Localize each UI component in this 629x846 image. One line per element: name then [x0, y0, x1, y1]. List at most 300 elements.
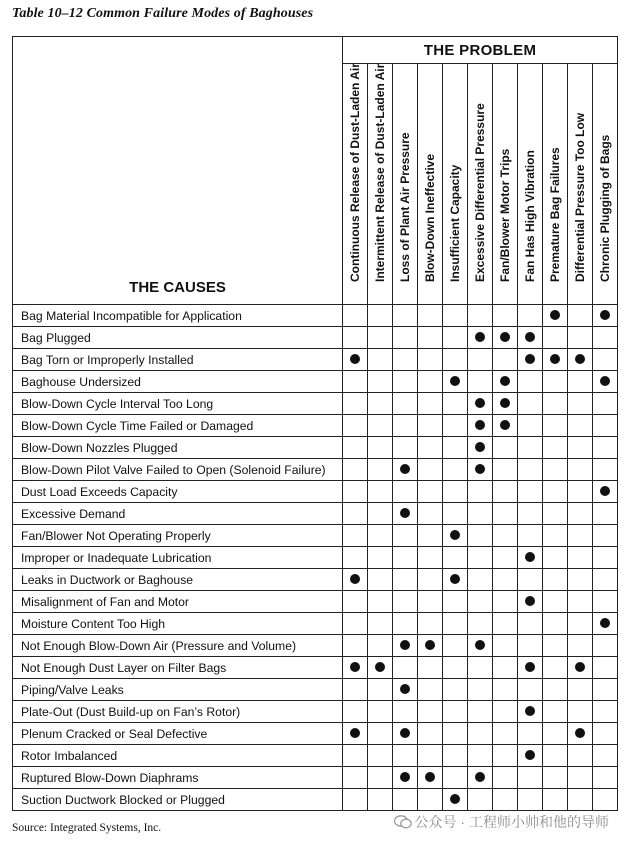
mark-cell: [368, 305, 393, 327]
mark-cell: [543, 525, 568, 547]
filled-dot-marker: [400, 640, 410, 650]
mark-cell: [468, 459, 493, 481]
mark-cell: [368, 393, 393, 415]
mark-cell: [543, 679, 568, 701]
mark-cell: [418, 393, 443, 415]
mark-cell: [343, 437, 368, 459]
filled-dot-marker: [425, 640, 435, 650]
mark-cell: [593, 547, 618, 569]
problem-column-header: [518, 64, 543, 305]
mark-cell: [518, 569, 543, 591]
mark-cell: [393, 657, 418, 679]
mark-cell: [418, 327, 443, 349]
mark-cell: [568, 591, 593, 613]
mark-cell: [468, 591, 493, 613]
mark-cell: [418, 349, 443, 371]
mark-cell: [443, 393, 468, 415]
mark-cell: [493, 745, 518, 767]
mark-cell: [343, 723, 368, 745]
mark-cell: [493, 349, 518, 371]
mark-cell: [393, 569, 418, 591]
mark-cell: [468, 327, 493, 349]
cause-label: Rotor Imbalanced: [13, 745, 343, 767]
table-row: [13, 415, 618, 437]
mark-cell: [543, 569, 568, 591]
filled-dot-marker: [500, 398, 510, 408]
problem-label: Differential Pressure Too Low: [573, 112, 587, 282]
mark-cell: [518, 459, 543, 481]
source-note: Source: Integrated Systems, Inc.: [12, 822, 162, 834]
mark-cell: [543, 371, 568, 393]
mark-cell: [493, 459, 518, 481]
mark-cell: [393, 393, 418, 415]
mark-cell: [443, 679, 468, 701]
mark-cell: [493, 305, 518, 327]
mark-cell: [393, 305, 418, 327]
mark-cell: [418, 679, 443, 701]
mark-cell: [518, 789, 543, 811]
mark-cell: [393, 349, 418, 371]
problem-column-header: [393, 64, 418, 305]
mark-cell: [468, 635, 493, 657]
mark-cell: [518, 327, 543, 349]
mark-cell: [543, 613, 568, 635]
cause-rows: [13, 305, 618, 811]
table-row: [13, 459, 618, 481]
problem-column-header: [368, 64, 393, 305]
mark-cell: [368, 371, 393, 393]
mark-cell: [543, 789, 568, 811]
mark-cell: [543, 327, 568, 349]
filled-dot-marker: [500, 376, 510, 386]
mark-cell: [543, 657, 568, 679]
cause-label: Baghouse Undersized: [13, 371, 343, 393]
mark-cell: [418, 547, 443, 569]
mark-cell: [468, 393, 493, 415]
mark-cell: [468, 789, 493, 811]
mark-cell: [568, 767, 593, 789]
mark-cell: [418, 437, 443, 459]
mark-cell: [443, 371, 468, 393]
mark-cell: [343, 371, 368, 393]
mark-cell: [368, 723, 393, 745]
mark-cell: [493, 657, 518, 679]
filled-dot-marker: [350, 728, 360, 738]
mark-cell: [493, 723, 518, 745]
mark-cell: [443, 525, 468, 547]
mark-cell: [543, 591, 568, 613]
mark-cell: [568, 305, 593, 327]
table-row: [13, 591, 618, 613]
mark-cell: [493, 569, 518, 591]
mark-cell: [393, 767, 418, 789]
filled-dot-marker: [475, 464, 485, 474]
filled-dot-marker: [525, 354, 535, 364]
problem-column-header: [493, 64, 518, 305]
table-row: [13, 525, 618, 547]
problem-column-header: [418, 64, 443, 305]
filled-dot-marker: [525, 706, 535, 716]
mark-cell: [493, 415, 518, 437]
problem-column-header: [343, 64, 368, 305]
mark-cell: [368, 613, 393, 635]
mark-cell: [343, 415, 368, 437]
mark-cell: [518, 613, 543, 635]
mark-cell: [493, 371, 518, 393]
problem-column-header: [568, 64, 593, 305]
cause-label: Dust Load Exceeds Capacity: [13, 481, 343, 503]
mark-cell: [418, 481, 443, 503]
mark-cell: [568, 679, 593, 701]
mark-cell: [518, 745, 543, 767]
mark-cell: [543, 415, 568, 437]
mark-cell: [443, 547, 468, 569]
filled-dot-marker: [525, 596, 535, 606]
mark-cell: [418, 569, 443, 591]
mark-cell: [543, 503, 568, 525]
mark-cell: [418, 767, 443, 789]
filled-dot-marker: [475, 442, 485, 452]
mark-cell: [343, 613, 368, 635]
mark-cell: [518, 547, 543, 569]
mark-cell: [393, 503, 418, 525]
cause-label: Bag Torn or Improperly Installed: [13, 349, 343, 371]
filled-dot-marker: [575, 354, 585, 364]
cause-label: Fan/Blower Not Operating Properly: [13, 525, 343, 547]
filled-dot-marker: [500, 332, 510, 342]
filled-dot-marker: [400, 464, 410, 474]
table-row: [13, 657, 618, 679]
mark-cell: [568, 789, 593, 811]
filled-dot-marker: [450, 530, 460, 540]
table-row: [13, 723, 618, 745]
mark-cell: [593, 635, 618, 657]
mark-cell: [468, 745, 493, 767]
mark-cell: [468, 701, 493, 723]
problem-column-header: [443, 64, 468, 305]
mark-cell: [368, 635, 393, 657]
cause-label: Plate-Out (Dust Build-up on Fan’s Rotor): [13, 701, 343, 723]
cause-label: Blow-Down Pilot Valve Failed to Open (Solenoid Failure): [13, 459, 343, 481]
cause-label: Bag Plugged: [13, 327, 343, 349]
mark-cell: [518, 723, 543, 745]
mark-cell: [343, 745, 368, 767]
table-row: [13, 481, 618, 503]
mark-cell: [543, 635, 568, 657]
mark-cell: [368, 415, 393, 437]
mark-cell: [443, 635, 468, 657]
mark-cell: [443, 569, 468, 591]
filled-dot-marker: [400, 728, 410, 738]
mark-cell: [418, 745, 443, 767]
mark-cell: [343, 327, 368, 349]
mark-cell: [568, 525, 593, 547]
mark-cell: [368, 679, 393, 701]
table-row: [13, 613, 618, 635]
mark-cell: [368, 503, 393, 525]
mark-cell: [343, 701, 368, 723]
filled-dot-marker: [525, 750, 535, 760]
mark-cell: [493, 547, 518, 569]
filled-dot-marker: [450, 574, 460, 584]
filled-dot-marker: [550, 354, 560, 364]
mark-cell: [518, 525, 543, 547]
mark-cell: [393, 745, 418, 767]
mark-cell: [593, 679, 618, 701]
filled-dot-marker: [350, 354, 360, 364]
mark-cell: [468, 679, 493, 701]
filled-dot-marker: [525, 332, 535, 342]
filled-dot-marker: [525, 662, 535, 672]
mark-cell: [468, 437, 493, 459]
mark-cell: [343, 459, 368, 481]
chat-bubble-icon: [394, 815, 412, 829]
problem-label: Loss of Plant Air Pressure: [398, 132, 412, 282]
mark-cell: [468, 657, 493, 679]
mark-cell: [443, 305, 468, 327]
filled-dot-marker: [475, 332, 485, 342]
cause-label: Piping/Valve Leaks: [13, 679, 343, 701]
mark-cell: [568, 701, 593, 723]
cause-label: Suction Ductwork Blocked or Plugged: [13, 789, 343, 811]
filled-dot-marker: [450, 794, 460, 804]
mark-cell: [543, 393, 568, 415]
problem-label: Intermittent Release of Dust-Laden Air: [373, 63, 387, 282]
mark-cell: [443, 701, 468, 723]
mark-cell: [593, 459, 618, 481]
mark-cell: [418, 305, 443, 327]
mark-cell: [443, 503, 468, 525]
mark-cell: [468, 415, 493, 437]
cause-label: Not Enough Dust Layer on Filter Bags: [13, 657, 343, 679]
cause-label: Bag Material Incompatible for Application: [13, 305, 343, 327]
mark-cell: [468, 723, 493, 745]
mark-cell: [543, 481, 568, 503]
cause-label: Blow-Down Cycle Interval Too Long: [13, 393, 343, 415]
mark-cell: [493, 789, 518, 811]
mark-cell: [393, 679, 418, 701]
mark-cell: [568, 657, 593, 679]
mark-cell: [568, 503, 593, 525]
mark-cell: [418, 613, 443, 635]
mark-cell: [493, 437, 518, 459]
table-row: [13, 635, 618, 657]
problem-label: Continuous Release of Dust-Laden Air: [348, 63, 362, 282]
table-row: [13, 789, 618, 811]
filled-dot-marker: [350, 662, 360, 672]
mark-cell: [418, 789, 443, 811]
mark-cell: [393, 591, 418, 613]
mark-cell: [593, 371, 618, 393]
mark-cell: [343, 547, 368, 569]
mark-cell: [518, 503, 543, 525]
mark-cell: [368, 437, 393, 459]
mark-cell: [593, 525, 618, 547]
mark-cell: [343, 635, 368, 657]
mark-cell: [593, 349, 618, 371]
table-row: [13, 327, 618, 349]
table-row: [13, 701, 618, 723]
mark-cell: [368, 569, 393, 591]
mark-cell: [543, 459, 568, 481]
cause-label: Moisture Content Too High: [13, 613, 343, 635]
mark-cell: [518, 481, 543, 503]
mark-cell: [593, 591, 618, 613]
mark-cell: [568, 547, 593, 569]
mark-cell: [393, 481, 418, 503]
table-row: [13, 745, 618, 767]
problem-label: Fan/Blower Motor Trips: [498, 148, 512, 282]
mark-cell: [468, 371, 493, 393]
mark-cell: [518, 437, 543, 459]
mark-cell: [368, 701, 393, 723]
mark-cell: [418, 635, 443, 657]
mark-cell: [343, 767, 368, 789]
mark-cell: [343, 349, 368, 371]
mark-cell: [368, 349, 393, 371]
mark-cell: [543, 701, 568, 723]
mark-cell: [343, 481, 368, 503]
filled-dot-marker: [575, 662, 585, 672]
cause-label: Excessive Demand: [13, 503, 343, 525]
mark-cell: [418, 525, 443, 547]
mark-cell: [593, 657, 618, 679]
table-row: [13, 767, 618, 789]
mark-cell: [593, 745, 618, 767]
mark-cell: [343, 657, 368, 679]
mark-cell: [568, 415, 593, 437]
mark-cell: [393, 525, 418, 547]
mark-cell: [518, 349, 543, 371]
mark-cell: [493, 393, 518, 415]
mark-cell: [568, 569, 593, 591]
mark-cell: [518, 767, 543, 789]
mark-cell: [568, 327, 593, 349]
mark-cell: [443, 789, 468, 811]
cause-label: Blow-Down Nozzles Plugged: [13, 437, 343, 459]
problem-label: Blow-Down Ineffective: [423, 153, 437, 282]
mark-cell: [393, 613, 418, 635]
mark-cell: [593, 415, 618, 437]
problem-header: THE PROBLEM: [343, 37, 618, 64]
cause-label: Not Enough Blow-Down Air (Pressure and Volume): [13, 635, 343, 657]
mark-cell: [468, 503, 493, 525]
cause-label: Improper or Inadequate Lubrication: [13, 547, 343, 569]
mark-cell: [493, 701, 518, 723]
mark-cell: [543, 723, 568, 745]
mark-cell: [593, 569, 618, 591]
mark-cell: [593, 437, 618, 459]
mark-cell: [393, 327, 418, 349]
mark-cell: [493, 503, 518, 525]
filled-dot-marker: [475, 772, 485, 782]
mark-cell: [593, 305, 618, 327]
cause-label: Misalignment of Fan and Motor: [13, 591, 343, 613]
mark-cell: [568, 437, 593, 459]
filled-dot-marker: [375, 662, 385, 672]
mark-cell: [343, 525, 368, 547]
mark-cell: [568, 349, 593, 371]
mark-cell: [343, 569, 368, 591]
filled-dot-marker: [500, 420, 510, 430]
filled-dot-marker: [600, 486, 610, 496]
filled-dot-marker: [350, 574, 360, 584]
mark-cell: [418, 371, 443, 393]
problem-column-header: [468, 64, 493, 305]
mark-cell: [343, 679, 368, 701]
mark-cell: [518, 701, 543, 723]
filled-dot-marker: [425, 772, 435, 782]
mark-cell: [443, 723, 468, 745]
filled-dot-marker: [450, 376, 460, 386]
filled-dot-marker: [475, 420, 485, 430]
mark-cell: [493, 635, 518, 657]
mark-cell: [393, 723, 418, 745]
mark-cell: [418, 503, 443, 525]
filled-dot-marker: [575, 728, 585, 738]
mark-cell: [368, 547, 393, 569]
mark-cell: [568, 459, 593, 481]
mark-cell: [493, 525, 518, 547]
filled-dot-marker: [600, 376, 610, 386]
mark-cell: [393, 437, 418, 459]
table-row: [13, 679, 618, 701]
mark-cell: [468, 481, 493, 503]
mark-cell: [468, 525, 493, 547]
mark-cell: [418, 701, 443, 723]
mark-cell: [493, 327, 518, 349]
mark-cell: [568, 745, 593, 767]
mark-cell: [393, 459, 418, 481]
mark-cell: [418, 415, 443, 437]
mark-cell: [543, 745, 568, 767]
mark-cell: [468, 305, 493, 327]
mark-cell: [343, 393, 368, 415]
mark-cell: [493, 767, 518, 789]
mark-cell: [593, 767, 618, 789]
mark-cell: [593, 327, 618, 349]
filled-dot-marker: [550, 310, 560, 320]
mark-cell: [443, 459, 468, 481]
mark-cell: [568, 635, 593, 657]
mark-cell: [343, 789, 368, 811]
filled-dot-marker: [400, 684, 410, 694]
problem-label: Fan Has High Vibration: [523, 150, 537, 282]
mark-cell: [368, 459, 393, 481]
mark-cell: [418, 657, 443, 679]
mark-cell: [393, 415, 418, 437]
mark-cell: [568, 613, 593, 635]
mark-cell: [543, 437, 568, 459]
mark-cell: [443, 481, 468, 503]
mark-cell: [518, 371, 543, 393]
problem-label: Premature Bag Failures: [548, 147, 562, 282]
failure-modes-table: [12, 36, 618, 811]
watermark: [394, 812, 609, 832]
table-row: [13, 547, 618, 569]
watermark-text: 公众号 · 工程师小帅和他的导师: [414, 814, 609, 830]
table-row: [13, 569, 618, 591]
mark-cell: [393, 789, 418, 811]
table-title: Table 10–12 Common Failure Modes of Baghouses: [12, 6, 314, 21]
mark-cell: [518, 679, 543, 701]
mark-cell: [393, 635, 418, 657]
mark-cell: [443, 591, 468, 613]
filled-dot-marker: [600, 618, 610, 628]
problem-label: Insufficient Capacity: [448, 164, 462, 282]
mark-cell: [418, 723, 443, 745]
cause-label: Blow-Down Cycle Time Failed or Damaged: [13, 415, 343, 437]
